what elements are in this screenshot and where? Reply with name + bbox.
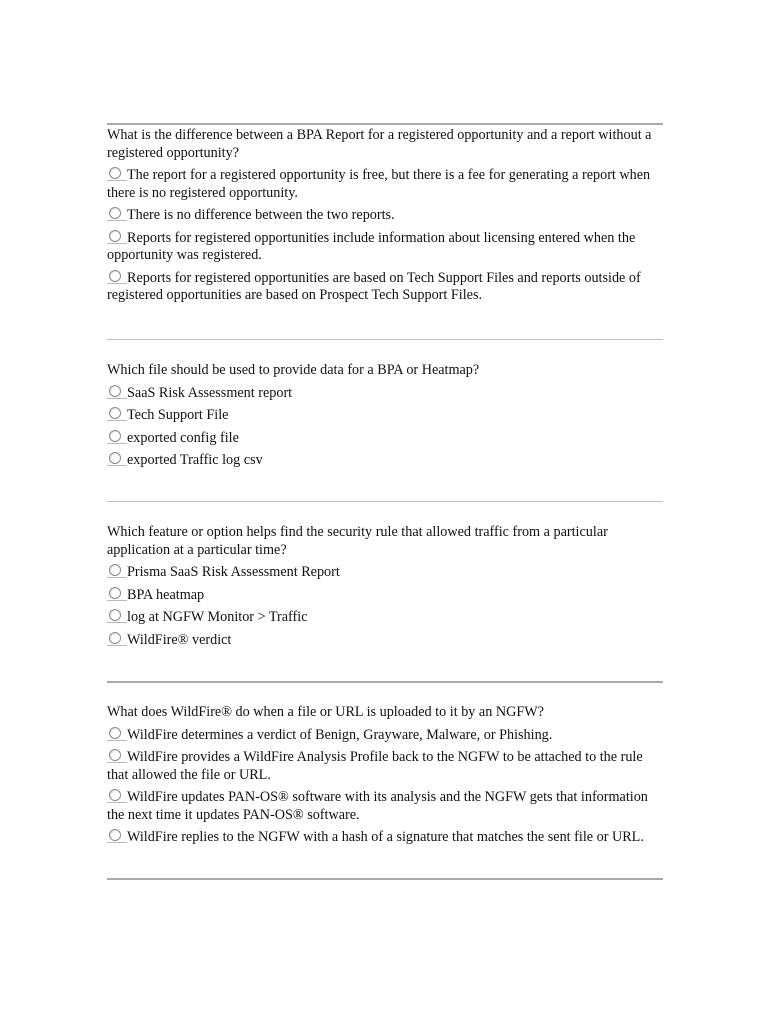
radio-button-icon[interactable] <box>107 385 127 398</box>
answer-option[interactable] <box>107 749 663 784</box>
answer-option[interactable] <box>107 829 663 847</box>
answer-option-label: Prisma SaaS Risk Assessment Report <box>127 564 340 580</box>
answer-option[interactable] <box>107 207 663 225</box>
radio-button-icon[interactable] <box>107 829 127 842</box>
answer-option[interactable] <box>107 230 663 265</box>
answer-option-label: log at NGFW Monitor > Traffic <box>127 609 308 625</box>
answer-option[interactable] <box>107 452 663 470</box>
answer-option[interactable] <box>107 430 663 448</box>
answer-option[interactable] <box>107 407 663 425</box>
question-2 <box>107 362 663 470</box>
answer-option-label: WildFire replies to the NGFW with a hash of a signature that matches the sent file or URL. <box>127 829 644 845</box>
answer-option[interactable] <box>107 270 663 305</box>
radio-button-icon[interactable] <box>107 564 127 577</box>
answer-option-label: WildFire provides a WildFire Analysis Profile back to the NGFW to be attached to the rule that allowed the file or URL. <box>107 749 643 783</box>
divider <box>107 339 663 340</box>
answer-option-label: SaaS Risk Assessment report <box>127 384 293 401</box>
question-text: What is the difference between a BPA Report for a registered opportunity and a report without a registered opportunity? <box>107 127 652 161</box>
answer-option-label: WildFire updates PAN-OS® software with its analysis and the NGFW gets that information the next time it updates PAN-OS® software. <box>107 789 648 823</box>
question-1 <box>107 127 663 305</box>
answer-option[interactable] <box>107 167 663 202</box>
answer-option-label: exported config file <box>127 429 239 446</box>
answer-option[interactable] <box>107 727 663 745</box>
radio-button-icon[interactable] <box>107 632 127 645</box>
answer-option-label: WildFire® verdict <box>127 631 232 648</box>
question-text: Which feature or option helps find the security rule that allowed traffic from a particular application at a particular time? <box>107 524 608 558</box>
question-4 <box>107 704 663 847</box>
radio-button-icon[interactable] <box>107 430 127 443</box>
radio-button-icon[interactable] <box>107 452 127 465</box>
radio-button-icon[interactable] <box>107 167 127 180</box>
radio-button-icon[interactable] <box>107 407 127 420</box>
answer-option[interactable] <box>107 609 663 627</box>
answer-option-label: The report for a registered opportunity is free, but there is a fee for generating a report when there is no registered opportunity. <box>107 167 651 201</box>
radio-button-icon[interactable] <box>107 587 127 600</box>
answer-option[interactable] <box>107 385 663 403</box>
answer-option-label: BPA heatmap <box>127 586 205 603</box>
answer-option[interactable] <box>107 587 663 605</box>
answer-option-label: WildFire determines a verdict of Benign, Grayware, Malware, or Phishing. <box>127 726 553 743</box>
radio-button-icon[interactable] <box>107 230 127 243</box>
answer-option[interactable] <box>107 632 663 650</box>
answer-option-label: There is no difference between the two reports. <box>127 207 395 223</box>
divider <box>107 123 663 125</box>
answer-option-label: Reports for registered opportunities are based on Tech Support Files and reports outside of registered opportunities are based on Prospect Tech Support Files. <box>107 269 641 303</box>
radio-button-icon[interactable] <box>107 789 127 802</box>
divider <box>107 681 663 683</box>
answer-option-label: Reports for registered opportunities include information about licensing entered when the opportunity was registered. <box>107 229 636 263</box>
answer-option-label: Tech Support File <box>127 407 229 423</box>
radio-button-icon[interactable] <box>107 609 127 622</box>
answer-option[interactable] <box>107 564 663 582</box>
divider <box>107 501 663 502</box>
radio-button-icon[interactable] <box>107 207 127 220</box>
divider <box>107 878 663 880</box>
radio-button-icon[interactable] <box>107 270 127 283</box>
answer-option-label: exported Traffic log csv <box>127 452 263 468</box>
radio-button-icon[interactable] <box>107 749 127 762</box>
radio-button-icon[interactable] <box>107 727 127 740</box>
answer-option[interactable] <box>107 789 663 824</box>
question-text: What does WildFire® do when a file or URL is uploaded to it by an NGFW? <box>107 704 544 720</box>
question-text: Which file should be used to provide data for a BPA or Heatmap? <box>107 362 480 378</box>
question-3 <box>107 524 663 649</box>
